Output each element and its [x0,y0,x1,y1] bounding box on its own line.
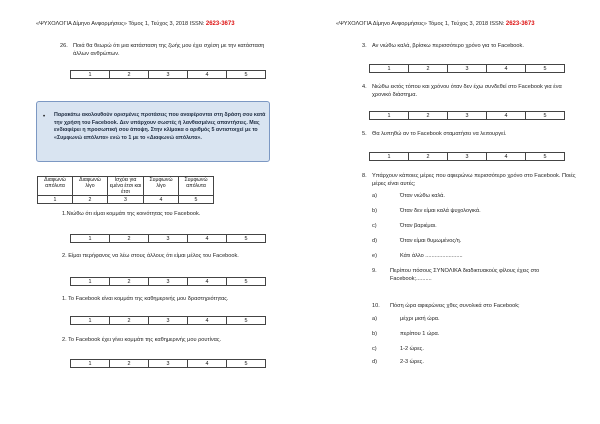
scale-cell[interactable]: 4 [188,360,227,368]
question-number: 3. [362,43,367,49]
option-b[interactable] [372,331,439,337]
scale-cell[interactable]: 1 [71,71,110,79]
page-header-left [36,21,235,27]
scale-cell[interactable]: 3 [448,153,487,161]
scale-cell[interactable]: 2 [110,317,149,325]
scale-cell[interactable]: 1 [71,278,110,286]
scale-cell[interactable]: 3 [149,235,188,243]
scale-cell[interactable]: 2 [409,112,448,120]
option-a[interactable] [372,316,440,322]
scale-cell[interactable]: 3 [448,112,487,120]
option-text: μέχρι μισή ώρα. [400,316,440,322]
scale-cell[interactable]: 3 [149,71,188,79]
scale-cell[interactable]: 3 [149,278,188,286]
rating-scale [369,64,565,73]
scale-cell[interactable]: 3 [149,360,188,368]
question-3 [362,43,577,51]
option-text: 2-3 ώρες. [400,359,424,365]
header-text: «ΨΥΧΟΛΟΓΙΑ Δίμηνο Ανφορμήσεις» Τόμος 1, Τεύχος 3, 2018 ISSN: [336,21,505,27]
scale-cell[interactable]: 5 [227,235,266,243]
option-text: περίπου 1 ώρα. [400,331,440,337]
option-letter: c) [372,223,377,229]
question-text: Νιώθω εκτός τόπου και χρόνου όταν δεν έχω συνδεθεί στο Facebook για ένα χρονικό διάστημα. [372,84,562,98]
legend-number: 3 [108,196,144,204]
scale-cell[interactable]: 5 [227,278,266,286]
scale-cell[interactable]: 1 [370,65,409,73]
legend-number: 1 [38,196,73,204]
option-b[interactable] [372,208,481,214]
legend-number: 4 [144,196,179,204]
option-a[interactable] [372,193,445,199]
item-text: 1. To Facebook είναι κομμάτι της καθημερινής μου δραστηριότητας. [62,296,229,302]
question-4 [362,84,577,99]
question-8 [362,173,577,188]
scale-cell[interactable]: 4 [487,112,526,120]
question-text: Υπάρχουν κάποιες μέρες που αφιερώνω περισσότερο χρόνο στο Facebook. Ποιές μέρες είναι αυτές; [372,173,576,187]
page-header-right [336,21,535,27]
question-number: 4. [362,84,367,90]
scale-cell[interactable]: 4 [188,71,227,79]
scale-cell[interactable]: 1 [71,317,110,325]
question-10 [372,303,572,311]
question-number: 26. [60,43,68,49]
option-letter: d) [372,238,377,244]
question-number: 10. [372,303,380,309]
question-text: Περίπου πόσους ΣΥΝΟΛΙΚΑ διαδικτυακούς φίλους έχεις στο Facebook;.......... [390,268,540,282]
item-text: 2. Είμαι περήφανος να λέω στους άλλους ότι είμαι μέλος του Facebook. [62,253,239,259]
legend-label: Συμφωνώ απόλυτα [179,177,214,196]
option-text: Όταν βαριέμαι. [400,223,437,229]
rating-scale [369,111,565,120]
option-text: 1-2 ώρες. [400,346,424,352]
legend-label: Συμφωνώ λίγο [144,177,179,196]
scale-cell[interactable]: 3 [448,65,487,73]
question-text: Αν νιώθω καλά, βρίσκω περισσότερο χρόνο για το Facebook. [372,43,524,49]
legend-label: Ισχύει για εμένα έτσι και έτσι [108,177,144,196]
option-d[interactable] [372,359,424,365]
scale-cell[interactable]: 2 [110,278,149,286]
option-e[interactable] [372,253,463,259]
scale-cell[interactable]: 2 [110,71,149,79]
option-letter: d) [372,359,377,365]
option-text: Όταν δεν είμαι καλά ψυχολογικά. [400,208,481,214]
question-text: Ποιά θα θεωρώ ότι μια κατάσταση της ζωής μου έχει σχέση με την κατάσταση άλλων ανθρώπων. [73,43,265,57]
instruction-box [36,101,270,162]
scale-cell[interactable]: 5 [227,71,266,79]
option-text: Όταν νιώθω καλά. [400,193,445,199]
scale-cell[interactable]: 1 [370,153,409,161]
option-letter: a) [372,316,377,322]
question-number: 8. [362,173,367,179]
question-text: Πόση ώρα αφιερώνεις χθες συνολικά στο Facebook; [390,303,520,309]
scale-legend [37,176,214,204]
legend-label: Διαφωνώ λίγο [73,177,108,196]
legend-label: Διαφωνώ απόλυτα [38,177,73,196]
question-5 [362,131,577,139]
option-letter: c) [372,346,377,352]
scale-cell[interactable]: 2 [409,153,448,161]
scale-cell[interactable]: 2 [110,235,149,243]
scale-cell[interactable]: 5 [526,112,565,120]
scale-cell[interactable]: 4 [188,317,227,325]
scale-cell[interactable]: 2 [409,65,448,73]
issn-number: 2623-3673 [205,21,235,27]
option-text: Όταν είμαι θυμωμένος/η. [400,238,462,244]
item-text: 2. To Facebook έχει γίνει κομμάτι της καθημερινής μου ρουτίνας. [62,337,222,343]
scale-cell[interactable]: 5 [227,360,266,368]
header-text: «ΨΥΧΟΛΟΓΙΑ Δίμηνο Ανφορμήσεις» Τόμος 1, Τεύχος 3, 2018 ISSN: [36,21,205,27]
item-text: 1.Νιώθω ότι είμαι κομμάτι της κοινότητας του Facebook. [62,211,201,217]
option-c[interactable] [372,346,424,352]
rating-scale [369,152,565,161]
scale-cell[interactable]: 5 [227,317,266,325]
question-26 [60,43,275,58]
scale-cell[interactable]: 4 [188,235,227,243]
option-letter: a) [372,193,377,199]
rating-scale [70,316,266,325]
bullet-icon: • [43,114,46,120]
scale-cell[interactable]: 4 [188,278,227,286]
option-letter: b) [372,331,377,337]
scale-cell[interactable]: 1 [71,235,110,243]
option-d[interactable] [372,238,461,244]
rating-scale [70,70,266,79]
question-number: 9. [372,268,377,274]
question-number: 5. [362,131,367,137]
scale-cell[interactable]: 3 [149,317,188,325]
instruction-text: Παρακάτω ακολουθούν ορισμένες προτάσεις που αναφέρονται στη δράση σου κατά την χρήση του Facebook. Δεν υπάρχουν σωστές ή λανθασμένες απαντήσεις. Μας ενδιαφέρει η προσωπική σου άποψη. Στην κλίμακα ο αριθμός 5 αντιστοιχεί με το «Συμφωνώ απόλυτα» ενώ το 1 με το «Διαφωνώ απόλυτα». [54,112,266,141]
issn-number: 2623-3673 [505,21,535,27]
legend-number: 2 [73,196,108,204]
option-letter: b) [372,208,377,214]
rating-scale [70,359,266,368]
scale-cell[interactable]: 5 [526,65,565,73]
scale-cell[interactable]: 4 [487,65,526,73]
scale-cell[interactable]: 2 [110,360,149,368]
scale-cell[interactable]: 1 [71,360,110,368]
rating-scale [70,234,266,243]
option-c[interactable] [372,223,437,229]
option-text: Κάτι άλλο ........................ [400,253,463,259]
question-text: Θα λυπηθώ αν το Facebook σταματήσει να λειτουργεί. [372,131,507,137]
option-letter: e) [372,253,377,259]
question-9 [372,268,572,283]
rating-scale [70,277,266,286]
legend-number: 5 [179,196,214,204]
scale-cell[interactable]: 1 [370,112,409,120]
scale-cell[interactable]: 4 [487,153,526,161]
scale-cell[interactable]: 5 [526,153,565,161]
